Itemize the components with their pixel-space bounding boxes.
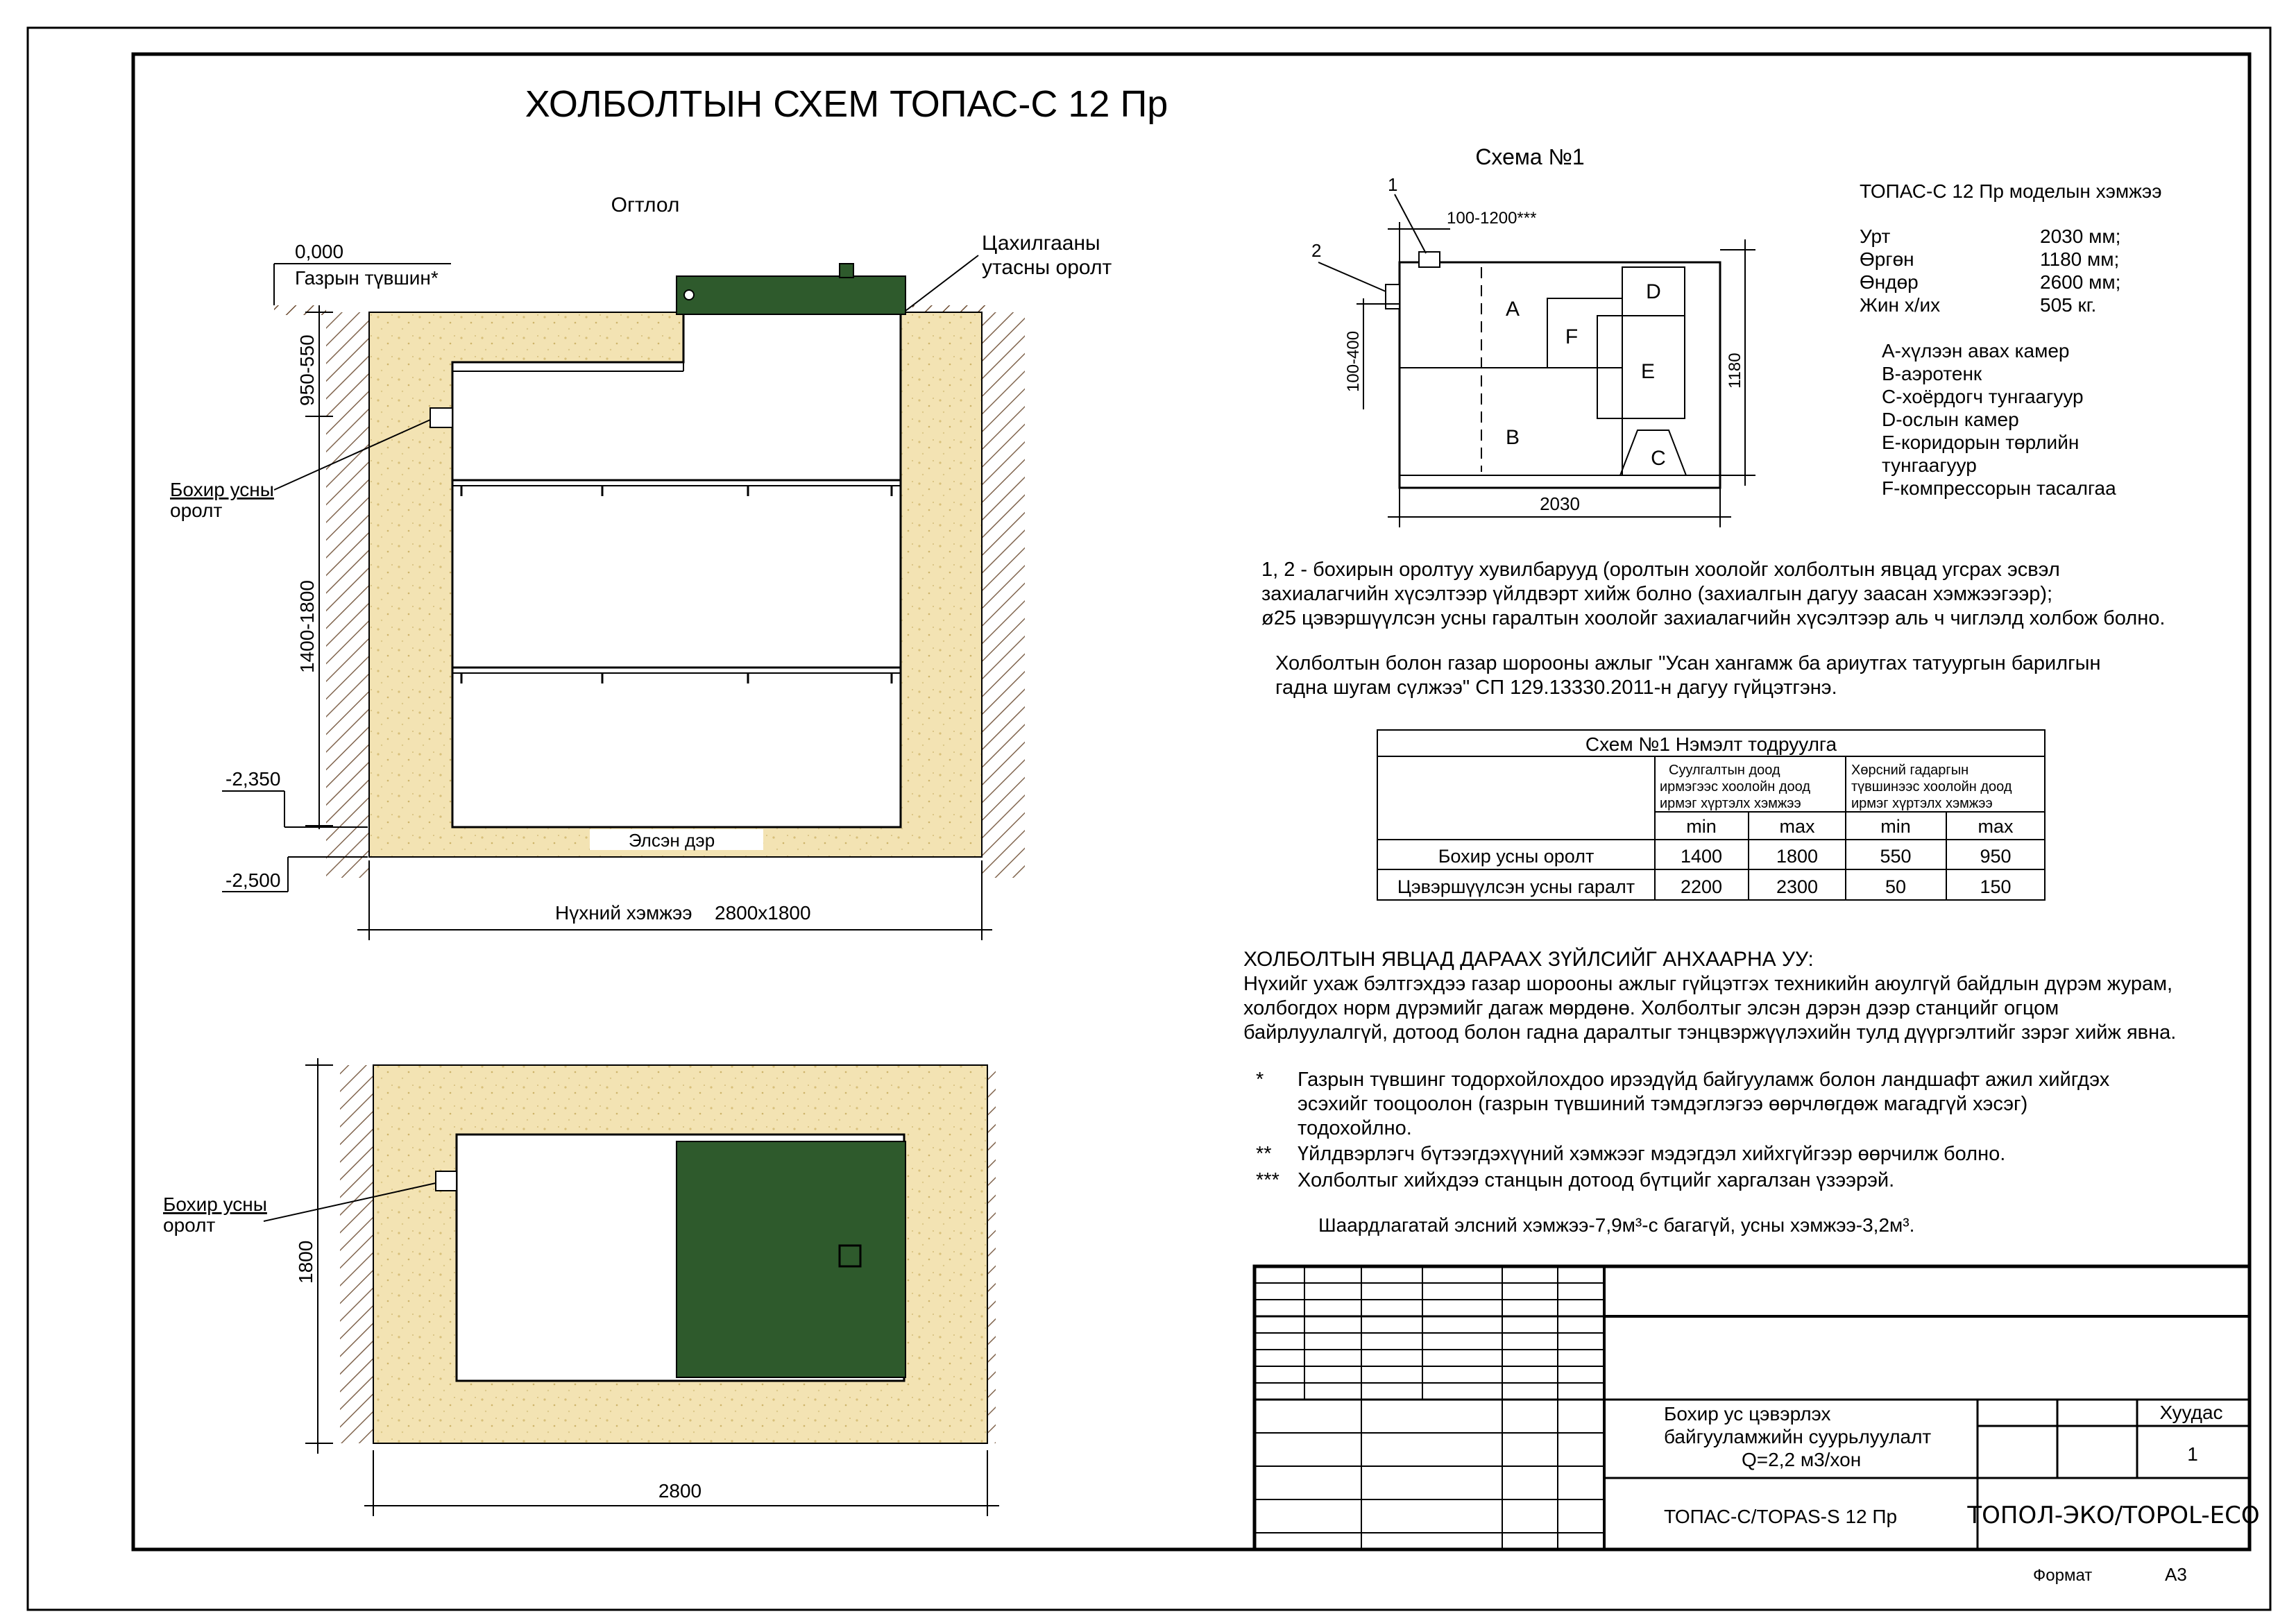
table-row-label: Бохир усны оролт — [1438, 846, 1595, 867]
section-label: Огтлол — [611, 194, 680, 216]
title-block-text — [1664, 1402, 2260, 1585]
table-cell: 1800 — [1776, 846, 1819, 867]
table-cell: 2300 — [1776, 876, 1819, 897]
tank-body — [452, 314, 901, 827]
attention-heading: ХОЛБОЛТЫН ЯВЦАД ДАРААХ ЗҮЙЛСИЙГ АНХААРНА УУ: — [1243, 948, 1814, 971]
tb-format-value: А3 — [2165, 1564, 2187, 1585]
table-cell: 150 — [1980, 876, 2012, 897]
spec-label: Жин х/их — [1860, 294, 1941, 316]
table-group1: ирмэгээс хоолойн доод — [1660, 779, 1811, 794]
model-heading: ТОПАС-С 12 Пр моделын хэмжээ — [1860, 180, 2162, 202]
main-title: ХОЛБОЛТЫН СХЕМ ТОПАС-С 12 Пр — [525, 83, 1168, 125]
mark-1: 1 — [1388, 174, 1398, 195]
legend-item: Е-коридорын төрлийн — [1882, 432, 2080, 453]
plan-dim-height: 1800 — [295, 1240, 316, 1284]
chamber-a: A — [1505, 298, 1520, 321]
legend-item: А-хүлээн авах камер — [1882, 340, 2070, 362]
dim-950-550: 950-550 — [296, 334, 318, 406]
tb-desc-line2: байгууламжийн суурьлуулалт — [1664, 1426, 1932, 1447]
chamber-c: C — [1651, 447, 1666, 470]
chamber-b: B — [1505, 426, 1520, 449]
table-group1: Суулгалтын доод — [1669, 763, 1780, 778]
attention-block — [1243, 947, 2176, 1236]
supplement-table-text — [1397, 733, 2014, 897]
pit-size-value: 2800x1800 — [715, 902, 811, 924]
ground-level-label: Газрын түвшин* — [295, 267, 439, 289]
soil-hatch-left — [326, 312, 369, 878]
footnote-mark: *** — [1256, 1169, 1279, 1191]
table-cell: 550 — [1880, 846, 1912, 867]
notes-block — [1261, 559, 2165, 699]
dim-1400-1800: 1400-1800 — [296, 580, 318, 673]
supplement-table — [1377, 730, 2045, 900]
table-group1: ирмэг хүртэлх хэмжээ — [1660, 796, 1801, 811]
tb-sheet-value: 1 — [2187, 1443, 2198, 1465]
footnote-line: эсэхийг тооцоолон (газрын түвшиний тэмдэглэгээ өөрчлөгдөж магадгүй хэсэг) — [1298, 1093, 2028, 1115]
level-2500: -2,500 — [226, 869, 281, 891]
cable-inlet-line1: Цахилгааны — [982, 232, 1100, 255]
cable-inlet-line2: утасны оролт — [982, 256, 1112, 279]
footnote-line: Газрын түвшинг тодорхойлохдоо ирээдүйд байгууламж болон ландшафт ажил хийгдэх — [1298, 1069, 2110, 1091]
section-view — [170, 194, 1112, 940]
tb-format-label: Формат — [2033, 1566, 2093, 1585]
table-cell: 2200 — [1680, 876, 1723, 897]
table-subheader: min — [1880, 816, 1911, 837]
table-row-label: Цэвэршүүлсэн усны гаралт — [1397, 876, 1635, 897]
tb-model: ТОПАС-С/TOPAS-S 12 Пр — [1664, 1506, 1898, 1527]
spec-value: 2030 мм; — [2040, 226, 2121, 247]
mark-2: 2 — [1311, 240, 1322, 261]
spec-label: Өндөр — [1860, 271, 1919, 293]
table-subheader: max — [1779, 816, 1815, 837]
table-cell: 50 — [1885, 876, 1907, 897]
inlet-pipe — [430, 408, 452, 427]
table-subheader: max — [1978, 816, 2014, 837]
footnote-line: Үйлдвэрлэгч бүтээгдэхүүний хэмжээг мэдэгдэл хийхгүйгээр өөрчилж болно. — [1298, 1143, 2006, 1165]
zero-level: 0,000 — [295, 241, 344, 262]
table-group2: түвшинээс хоолойн доод — [1851, 779, 2012, 794]
pit-size-label: Нүхний хэмжээ — [555, 902, 692, 924]
plan-tank-lid — [677, 1141, 905, 1377]
sand-bed-label: Элсэн дэр — [628, 830, 715, 851]
spec-value: 1180 мм; — [2040, 248, 2120, 270]
spec-label: Урт — [1860, 226, 1891, 247]
section-inlet-line2: оролт — [170, 500, 223, 521]
scheme-dim-left: 100-400 — [1344, 330, 1363, 392]
plan-inlet-pipe — [436, 1171, 457, 1191]
legend-item: F-компрессорын тасалгаа — [1882, 477, 2116, 499]
plan-inlet-line2: оролт — [163, 1214, 216, 1236]
plan-dim-width: 2800 — [658, 1480, 702, 1502]
soil-hatch-top-left — [274, 305, 326, 315]
tb-sheet-label: Хуудас — [2159, 1402, 2223, 1423]
legend-item: D-ослын камер — [1882, 409, 2019, 430]
tank-lid — [677, 276, 905, 314]
table-group2: ирмэг хүртэлх хэмжээ — [1851, 796, 1993, 811]
footnote-mark: * — [1256, 1069, 1264, 1091]
note-line: ø25 цэвэршүүлсэн усны гаралтын хоолойг захиалагчийн хүсэлтээр аль ч чиглэлд холбож болно. — [1261, 607, 2166, 629]
footnote-mark: ** — [1256, 1143, 1272, 1165]
model-specs — [1860, 180, 2162, 499]
level-2350: -2,350 — [226, 768, 281, 790]
attention-line: Нүхийг ухаж бэлтгэхдээ газар шорооны ажлыг гүйцэтгэх техникийн аюулгүй байдлын дүрэм журам, — [1243, 973, 2173, 995]
chamber-f: F — [1565, 325, 1579, 348]
plan-inlet-line1: Бохир усны — [163, 1193, 267, 1215]
note-line: 1, 2 - бохирын оролтуу хувилбарууд (оролтын хоолойг холболтын явцад угсрах эсвэл — [1261, 559, 2060, 581]
scheme-dim-top: 100-1200*** — [1447, 209, 1537, 228]
note-line: гадна шугам сүлжээ" СП 129.13330.2011-н дагуу гүйцэтгэнэ. — [1275, 677, 1837, 699]
plan-view — [163, 1058, 999, 1516]
scheme-dim-right: 1180 — [1726, 352, 1744, 389]
legend-item: С-хоёрдогч тунгаагуур — [1882, 386, 2084, 407]
tb-desc-line3: Q=2,2 м3/хон — [1742, 1449, 1862, 1470]
scheme-outline — [1400, 262, 1720, 488]
footnote-line: тодохойлно. — [1298, 1117, 1412, 1139]
attention-line: холбогдох норм дүрэмийг дагаж мөрдөнө. Холболтыг элсэн дэрэн дээр станцийг огцом — [1243, 997, 2059, 1019]
soil-hatch-right — [982, 312, 1025, 878]
note-line: захиалагчийн хүсэлтээр үйлдвэрт хийж болно (захиалгын дагуу заасан хэмжээгээр); — [1261, 583, 2053, 605]
spec-label: Өргөн — [1860, 248, 1914, 270]
scheme-label: Схема №1 — [1475, 144, 1585, 169]
chamber-d: D — [1646, 280, 1661, 303]
attention-line: байрлуулалгүй, дотоод болон гадна даралтыг тэнцвэржүүлэхийн тулд дүүргэлтийг зэрэг хийж явна. — [1243, 1021, 2177, 1044]
spec-value: 505 кг. — [2040, 294, 2097, 316]
tb-desc-line1: Бохир ус цэвэрлэх — [1664, 1403, 1831, 1425]
table-cell: 950 — [1980, 846, 2012, 867]
scheme-dim-bottom: 2030 — [1540, 493, 1580, 514]
chamber-e: E — [1640, 360, 1656, 383]
table-title: Схем №1 Нэмэлт тодруулга — [1585, 733, 1837, 755]
tb-company: ТОПОЛ-ЭКО/TOPOL-ECO — [1967, 1502, 2260, 1529]
legend-item: В-аэротенк — [1882, 363, 1982, 384]
spec-value: 2600 мм; — [2040, 271, 2121, 293]
table-group2: Хөрсний гадаргын — [1851, 763, 1969, 778]
footnote-line: Холболтыг хийхдээ станцын дотоод бүтцийг харгалзан үзээрэй. — [1298, 1169, 1895, 1191]
table-cell: 1400 — [1680, 846, 1723, 867]
legend-item: тунгаагуур — [1882, 454, 1977, 476]
note-line: Холболтын болон газар шорооны ажлыг "Усан хангамж ба ариутгах татуургын барилгын — [1275, 652, 2101, 674]
table-subheader: min — [1686, 816, 1717, 837]
section-inlet-line1: Бохир усны — [170, 479, 274, 500]
sand-note: Шаардлагатай элсний хэмжээ-7,9м³-с багагүй, усны хэмжээ-3,2м³. — [1318, 1214, 1915, 1236]
scheme-diagram — [1311, 144, 1755, 527]
